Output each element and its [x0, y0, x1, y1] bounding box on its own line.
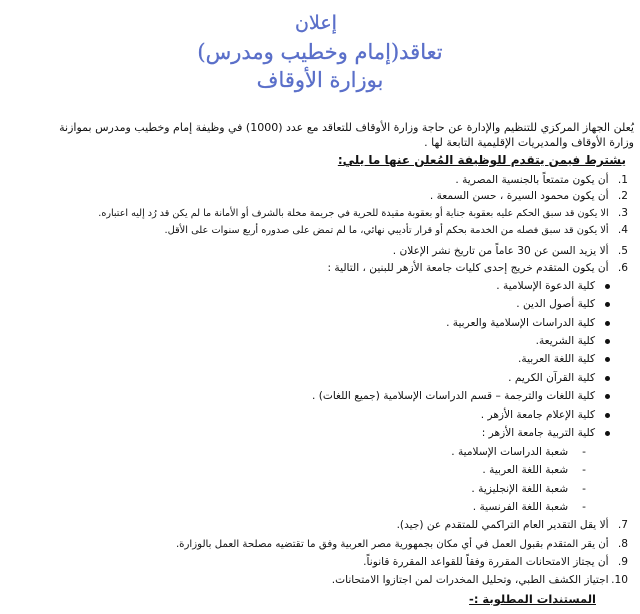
college-item — [446, 317, 610, 329]
condition-text: أن يجتاز الامتحانات المقررة وفقاً للقواعد المقررة قانوناً. — [363, 556, 609, 568]
dash-marker: - — [582, 483, 586, 495]
bullet-icon — [605, 339, 610, 344]
condition-number: 7. — [617, 519, 628, 531]
condition-text: أن يقر المتقدم بقبول العمل في أي مكان بجمهورية مصر العربية وفق ما تقتضيه مصلحة العمل بالوزارة. — [175, 539, 609, 550]
college-item — [536, 335, 610, 347]
condition-item — [176, 538, 628, 550]
college-item — [312, 390, 610, 402]
college-label: كلية الشريعة. — [535, 335, 595, 347]
dash-marker: - — [582, 446, 586, 458]
college-label: كلية التربية جامعة الأزهر : — [481, 427, 595, 439]
condition-item — [332, 574, 628, 586]
title-announcement: إعلان — [295, 12, 337, 34]
college-label: كلية القرآن الكريم . — [508, 372, 595, 384]
title-ministry: بوزارة الأوقاف — [256, 68, 384, 92]
dash-marker: - — [582, 464, 586, 476]
condition-number: 4. — [617, 224, 628, 236]
college-item — [481, 409, 610, 421]
condition-number: 3. — [617, 207, 628, 219]
college-label: كلية اللغات والترجمة – قسم الدراسات الإسلامية (جميع اللغات) . — [311, 390, 595, 402]
branch-item — [473, 501, 586, 513]
announcement-title-block — [0, 12, 640, 92]
college-item — [516, 298, 610, 310]
branch-item — [471, 483, 586, 495]
bullet-icon — [605, 376, 610, 381]
condition-text: ألا يزيد السن عن 30 عاماً من تاريخ نشر الإعلان . — [392, 245, 609, 257]
branch-item — [482, 464, 586, 476]
branch-label: شعبة اللغة الإنجليزية . — [471, 483, 569, 495]
condition-item — [430, 190, 628, 202]
condition-text: أن يكون محمود السيرة ، حسن السمعة . — [429, 190, 609, 202]
condition-number: 2. — [617, 190, 628, 202]
condition-item — [393, 245, 628, 257]
condition-text: ألا يكون قد سبق فصله من الخدمة بحكم أو قرار تأديبي نهائي، ما لم تمض على صدوره أربع سنوات على الأقل. — [164, 225, 609, 236]
condition-text: أن يكون متمتعاً بالجنسية المصرية . — [455, 174, 609, 186]
bullet-icon — [605, 321, 610, 326]
conditions-heading: يشترط فيمن يتقدم للوظيفة المُعلن عنها ما يلي: — [337, 153, 626, 167]
college-label: كلية أصول الدين . — [516, 298, 595, 310]
college-label: كلية الإعلام جامعة الأزهر . — [480, 409, 595, 421]
college-label: كلية الدعوة الإسلامية . — [496, 280, 595, 292]
condition-item — [98, 207, 628, 219]
branch-label: شعبة اللغة العربية . — [482, 464, 569, 476]
condition-text: الا يكون قد سبق الحكم عليه بعقوبة جناية أو بعقوبة مقيدة للحرية في جريمة مخلة بالشرف أو الأمانة ما لم يكن قد رُد إليه اعتباره. — [98, 208, 609, 219]
college-item — [496, 280, 610, 292]
condition-number: 5. — [617, 245, 628, 257]
college-item — [482, 427, 610, 439]
condition-text: اجتياز الكشف الطبي، وتحليل المخدرات لمن اجتازوا الامتحانات. — [331, 574, 609, 586]
branch-label: شعبة اللغة الفرنسية . — [472, 501, 569, 513]
condition-number: 9. — [617, 556, 628, 568]
condition-number: 8. — [617, 538, 628, 550]
condition-item — [455, 174, 628, 186]
branch-label: شعبة الدراسات الإسلامية . — [451, 446, 569, 458]
college-item — [518, 353, 610, 365]
college-item — [508, 372, 610, 384]
condition-item — [164, 224, 628, 236]
condition-item — [328, 262, 629, 274]
college-label: كلية اللغة العربية. — [518, 353, 595, 365]
bullet-icon — [605, 302, 610, 307]
bullet-icon — [605, 394, 610, 399]
required-documents-heading: المستندات المطلوبة :- — [469, 592, 596, 606]
bullet-icon — [605, 357, 610, 362]
college-label: كلية الدراسات الإسلامية والعربية . — [446, 317, 595, 329]
condition-number: 1. — [617, 174, 628, 186]
condition-text: ألا يقل التقدير العام التراكمي للمتقدم عن (جيد). — [396, 519, 609, 531]
branch-item — [451, 446, 586, 458]
bullet-icon — [605, 284, 610, 289]
intro-paragraph: يُعلن الجهاز المركزي للتنظيم والإدارة عن حاجة وزارة الأوقاف للتعاقد مع عدد (1000) في وظيفة إمام وخطيب ومدرس بموازنة وزارة الأوقاف والمديريات الإقليمية التابعة لها . — [59, 121, 634, 149]
condition-item — [363, 556, 628, 568]
bullet-icon — [605, 431, 610, 436]
condition-number: 6. — [617, 262, 628, 274]
title-contract-type: تعاقد(إمام وخطيب ومدرس) — [197, 40, 443, 64]
dash-marker: - — [582, 501, 586, 513]
condition-number: 10. — [611, 574, 628, 586]
bullet-icon — [605, 413, 610, 418]
condition-item — [397, 519, 628, 531]
condition-text: أن يكون المتقدم خريج إحدى كليات جامعة الأزهر للبنين ، التالية : — [327, 262, 609, 274]
